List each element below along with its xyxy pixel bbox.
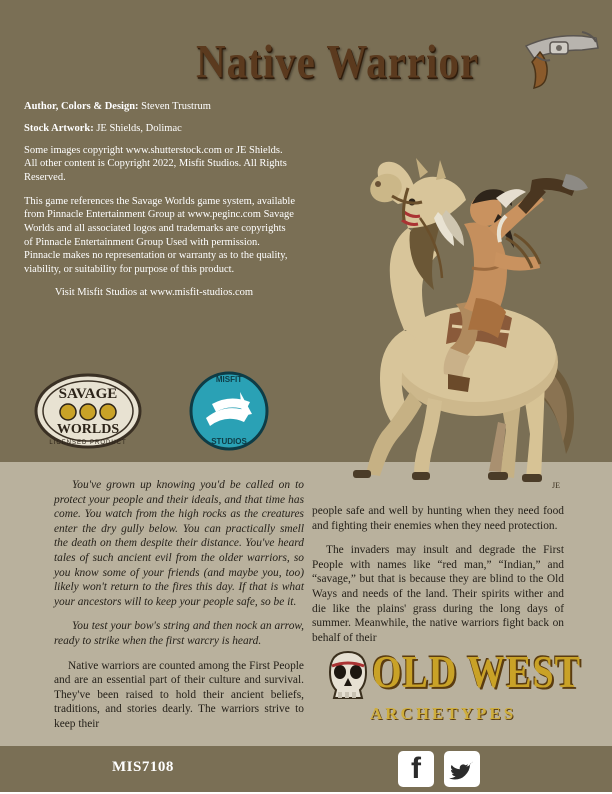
archetypes-subtitle: ARCHETYPES <box>370 704 517 723</box>
author-label: Author, Colors & Design: <box>24 101 139 112</box>
twitter-icon <box>444 751 480 787</box>
facebook-button[interactable] <box>398 751 434 787</box>
intro-paragraph-1: You've grown up knowing you'd be called on to protect your people and their ideals, and that time has come. You watch from the high rocks as the creatures enter the dry gully below. You can practically smell the death on them despite their distance. You've heard tales of such ancient evil from the older warriors, so you know some of your friends (and maybe you, too) likely won't return to the fires this day. If that is what your ancestors will to keep your people safe, so be it. <box>54 479 304 608</box>
revolver-icon <box>520 20 606 90</box>
svg-text:SAVAGE: SAVAGE <box>58 386 118 402</box>
old-west-title: OLD WEST <box>372 647 581 698</box>
svg-text:JE: JE <box>552 481 560 490</box>
savage-worlds-logo <box>34 372 142 450</box>
svg-text:MISFIT: MISFIT <box>215 375 243 384</box>
old-west-archetypes-logo <box>312 642 602 742</box>
footer-bar <box>0 746 612 792</box>
artwork-value: JE Shields, Dolimac <box>96 123 182 135</box>
artwork-line <box>24 122 296 135</box>
author-value: Steven Trustrum <box>141 101 211 112</box>
skull-icon <box>322 648 374 700</box>
body-paragraph-2: people safe and well by hunting when they need food and fighting their enemies when they need protection. <box>312 505 564 532</box>
twitter-button[interactable] <box>444 751 480 787</box>
copyright-text: Some images copyright www.shutterstock.com or JE Shields. All other content is Copyright 2022, Misfit Studios. All Rights Reserved. <box>24 145 287 183</box>
product-code: MIS7108 <box>112 759 174 775</box>
body-paragraph-3: The invaders may insult and degrade the First People with names like “red man,” “Indian,” and “savage,” but that is because they are blind to the Old Ways and needs of the land. Their spirits wither and die like the plains' grass during the long days of summer. Meanwhile, the native warriors fight back on behalf of their <box>312 544 564 644</box>
body-paragraph-1: Native warriors are counted among the First People and are an essential part of their culture and survival. They've been raised to hold their ancient beliefs, traditions, and stories dearly. The warriors strive to keep their <box>54 659 304 730</box>
logo-row <box>34 370 284 452</box>
facebook-icon: f <box>411 752 421 785</box>
title-band <box>0 0 612 100</box>
svg-text:STUDIOS: STUDIOS <box>211 437 247 446</box>
license-text: This game references the Savage Worlds game system, available from Pinnacle Entertainment Group at www.peginc.com Savage Worlds and all associated logos and trademarks are copyrights of Pinnacle Entertainment Group Used with permission. Pinnacle makes no representation or warranty as to the quality, viability, or suitability for purpose of this product. <box>24 195 295 275</box>
credits-block <box>24 100 296 300</box>
visit-text[interactable]: Visit Misfit Studios at www.misfit-studios.com <box>54 287 254 299</box>
misfit-studios-logo <box>184 370 274 452</box>
svg-text:LICENSED PRODUCT: LICENSED PRODUCT <box>49 440 127 446</box>
body-column-right <box>312 504 564 655</box>
author-line <box>24 100 296 113</box>
svg-text:WORLDS: WORLDS <box>56 422 120 437</box>
social-links <box>398 751 482 787</box>
intro-paragraph-2: You test your bow's string and then nock an arrow, ready to strike when the first warcry is heard. <box>54 620 304 647</box>
page-title: Native Warrior <box>196 35 480 89</box>
body-column-left <box>54 478 304 742</box>
artwork-label: Stock Artwork: <box>24 123 94 135</box>
native-warrior-artwork <box>300 92 606 492</box>
